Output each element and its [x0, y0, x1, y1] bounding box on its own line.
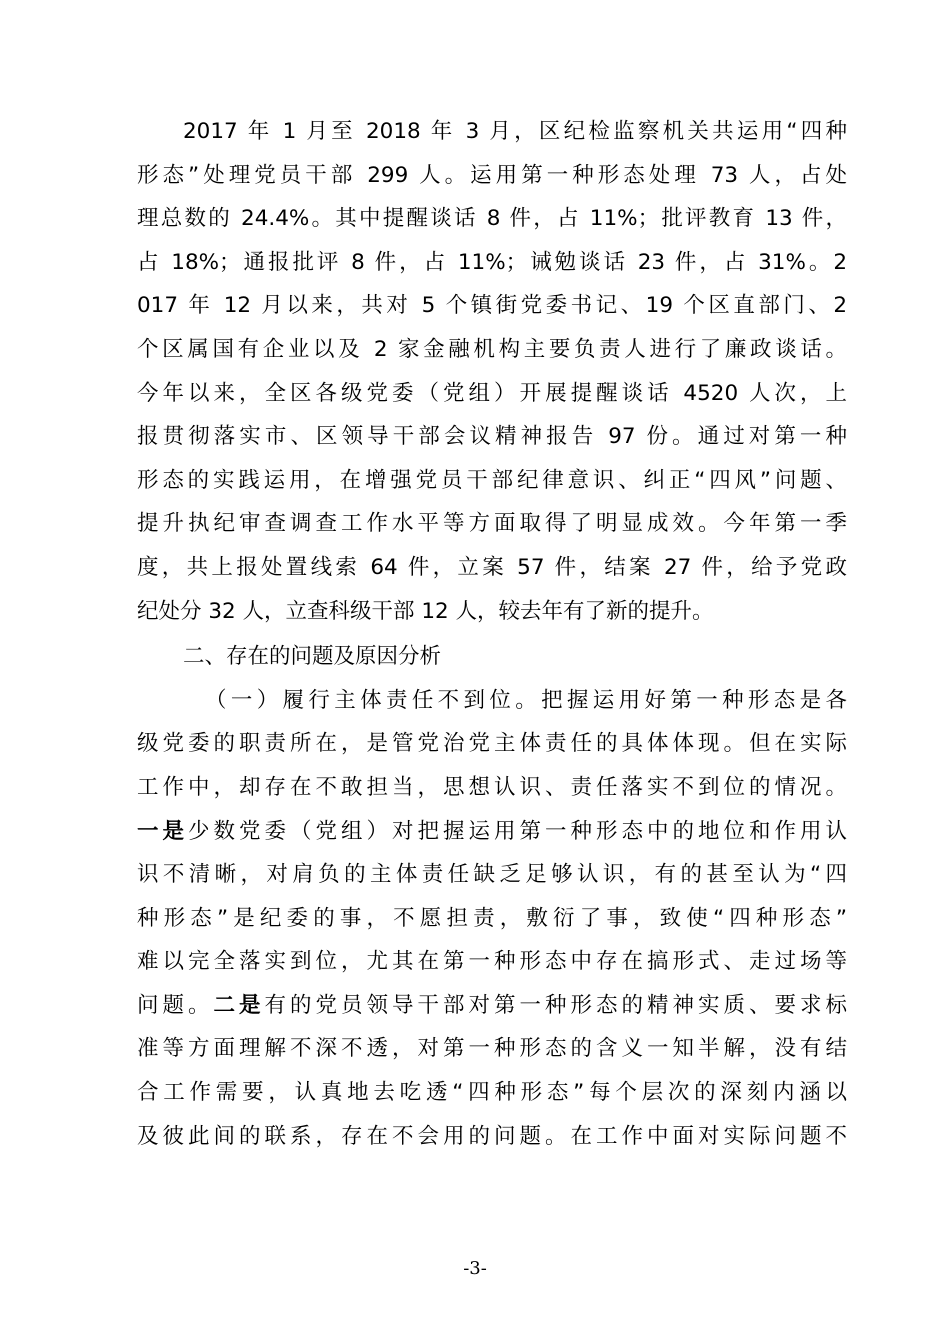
paragraph-line	[137, 984, 847, 1028]
paragraph-line: 工作中，却存在不敢担当，思想认识、责任落实不到位的情况。	[137, 774, 847, 800]
paragraph-line: 级党委的职责所在，是管党治党主体责任的具体体现。但在实际	[137, 731, 847, 757]
paragraph-line: 种形态”是纪委的事，不愿担责，敷衍了事，致使“四种形态”	[137, 905, 847, 931]
document-body	[137, 110, 847, 1158]
paragraph-line: 合工作需要，认真地去吃透“四种形态”每个层次的深刻内涵以	[137, 1080, 847, 1106]
paragraph-line: 017 年 12 月以来，共对 5 个镇街党委书记、19 个区直部门、2	[137, 293, 847, 319]
paragraph-line: 及彼此间的联系，存在不会用的问题。在工作中面对实际问题不	[137, 1123, 847, 1149]
paragraph-line: 准等方面理解不深不透，对第一种形态的含义一知半解，没有结	[137, 1036, 847, 1062]
paragraph-line: 纪处分 32 人，立查科级干部 12 人，较去年有了新的提升。	[137, 598, 714, 624]
point-label: 一是	[137, 818, 188, 844]
paragraph-line: 提升执纪审查调查工作水平等方面取得了明显成效。今年第一季	[137, 511, 847, 537]
paragraph-line: 报贯彻落实市、区领导干部会议精神报告 97 份。通过对第一种	[137, 424, 847, 450]
paragraph-line: 理总数的 24.4%。其中提醒谈话 8 件，占 11%；批评教育 13 件，	[137, 206, 847, 232]
page-number: -3-	[463, 1258, 487, 1279]
paragraph-line: 个区属国有企业以及 2 家金融机构主要负责人进行了廉政谈话。	[137, 336, 847, 362]
point-label: 二是	[213, 992, 265, 1018]
paragraph-line: 难以完全落实到位，尤其在第一种形态中存在搞形式、走过场等	[137, 949, 847, 975]
paragraph-line: 今年以来，全区各级党委（党组）开展提醒谈话 4520 人次，上	[137, 380, 847, 406]
paragraph-text: 少数党委（党组）对把握运用第一种形态中的地位和作用认	[188, 818, 847, 844]
paragraph-line	[137, 810, 847, 854]
paragraph-text: 有的党员领导干部对第一种形态的精神实质、要求标	[264, 992, 847, 1018]
section-heading: 二、存在的问题及原因分析	[183, 644, 442, 670]
paragraph-line: 识不清晰，对肩负的主体责任缺乏足够认识，有的甚至认为“四	[137, 862, 847, 888]
subsection-heading-line: （一）履行主体责任不到位。把握运用好第一种形态是各	[205, 687, 847, 713]
paragraph-line: 度，共上报处置线索 64 件，立案 57 件，结案 27 件，给予党政	[137, 554, 847, 580]
paragraph-text: 问题。	[137, 992, 214, 1018]
paragraph-line: 占 18%；通报批评 8 件，占 11%；诫勉谈话 23 件，占 31%。2	[137, 249, 847, 275]
paragraph-line: 2017 年 1 月至 2018 年 3 月，区纪检监察机关共运用“四种	[183, 119, 847, 144]
paragraph-line: 形态”处理党员干部 299 人。运用第一种形态处理 73 人，占处	[137, 162, 847, 188]
paragraph-line: 形态的实践运用，在增强党员干部纪律意识、纠正“四风”问题、	[137, 467, 847, 493]
